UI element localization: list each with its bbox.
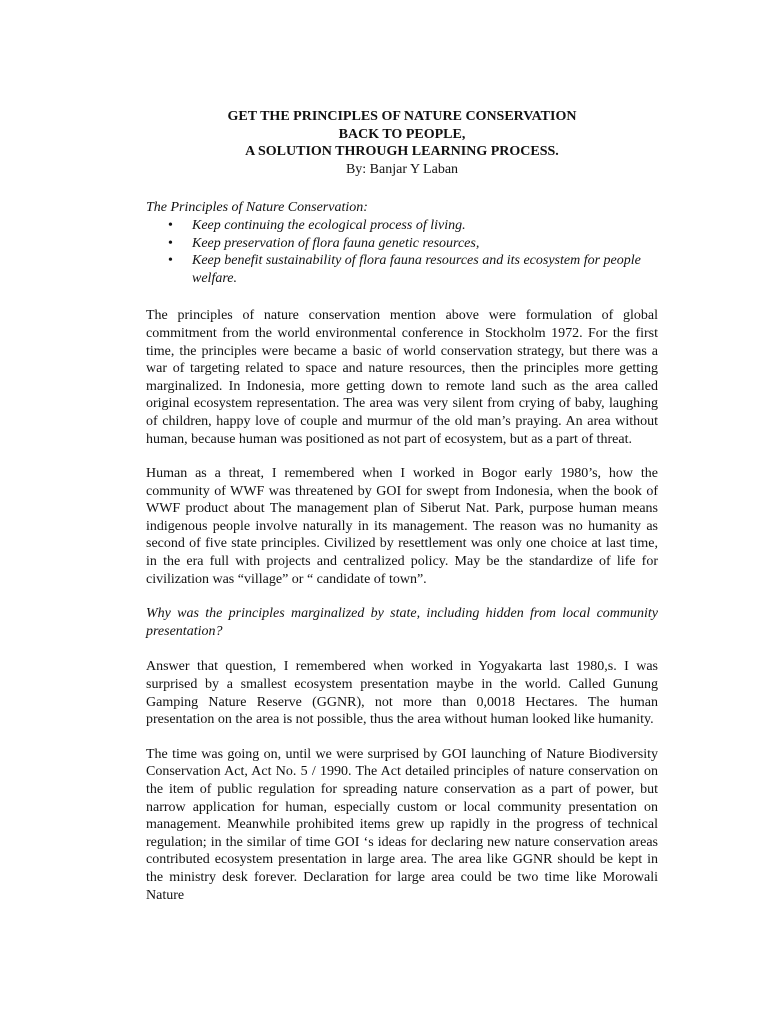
question-paragraph: Why was the principles marginalized by state, including hidden from local community presentation?: [146, 606, 658, 639]
title-line-2: BACK TO PEOPLE,: [338, 126, 466, 142]
document-content: [146, 108, 658, 921]
paragraph-ggnr: Answer that question, I remembered when worked in Yogyakarta last 1980,s. I was surprised by a smallest ecosystem presentation maybe in the world. Called Gunung Gamping Nature Reserve (GGNR), not more than 0,0018 Hectares. The human presentation on the area is not possible, thus the area without human looked like humanity.: [146, 659, 658, 728]
principles-heading: The Principles of Nature Conservation:: [146, 200, 368, 216]
principle-item: • Keep preservation of flora fauna genetic resources,: [192, 235, 658, 253]
title-block: [146, 108, 658, 178]
title-line-3: A SOLUTION THROUGH LEARNING PROCESS.: [245, 144, 559, 160]
paragraph-conservation-act: The time was going on, until we were surprised by GOI launching of Nature Biodiversity Conservation Act, Act No. 5 / 1990. The Act detailed principles of nature conservation on the item of public regulation for spreading nature conservation as a part of power, but narrow application for human, especially custom or local community presentation on management. Meanwhile prohibited items grew up rapidly in the progress of technical regulation; in the similar of time GOI ‘s ideas for declaring new nature conservation areas contributed ecosystem presentation in large area. The area like GGNR should be kept in the ministry desk forever. Declaration for large area could be two time like Morowali Nature: [146, 746, 658, 903]
principle-item: • Keep continuing the ecological process of living.: [192, 217, 658, 235]
paragraph-human-threat: Human as a threat, I remembered when I worked in Bogor early 1980’s, how the community of WWF was threatened by GOI for swept from Indonesia, when the book of WWF product about The management plan of Siberut Nat. Park, purpose human means indigenous people involve naturally in its management. The reason was no humanity as second of five state principles. Civilized by resettlement was only one choice at last time, in the era full with projects and centralized policy. May be the standardize of life for civilization was “village” or “ candidate of town”.: [146, 466, 658, 587]
paragraph-stockholm: The principles of nature conservation mention above were formulation of global commitment from the world environmental conference in Stockholm 1972. For the first time, the principles were became a basic of world conservation strategy, but there was a war of targeting related to space and nature resources, then the principles more getting marginalized. In Indonesia, more getting down to remote land such as the area called original ecosystem representation. The area was very silent from crying of baby, laughing of children, happy love of couple and murmur of the old man’s praying. An area without human, because human was positioned as not part of ecosystem, but as a part of threat.: [146, 308, 658, 447]
principle-item: • Keep benefit sustainability of flora fauna resources and its ecosystem for people welfare.: [192, 252, 658, 287]
author-byline: By: Banjar Y Laban: [345, 161, 459, 177]
title-line-1: GET THE PRINCIPLES OF NATURE CONSERVATION: [227, 109, 577, 124]
principles-list: [146, 217, 658, 287]
